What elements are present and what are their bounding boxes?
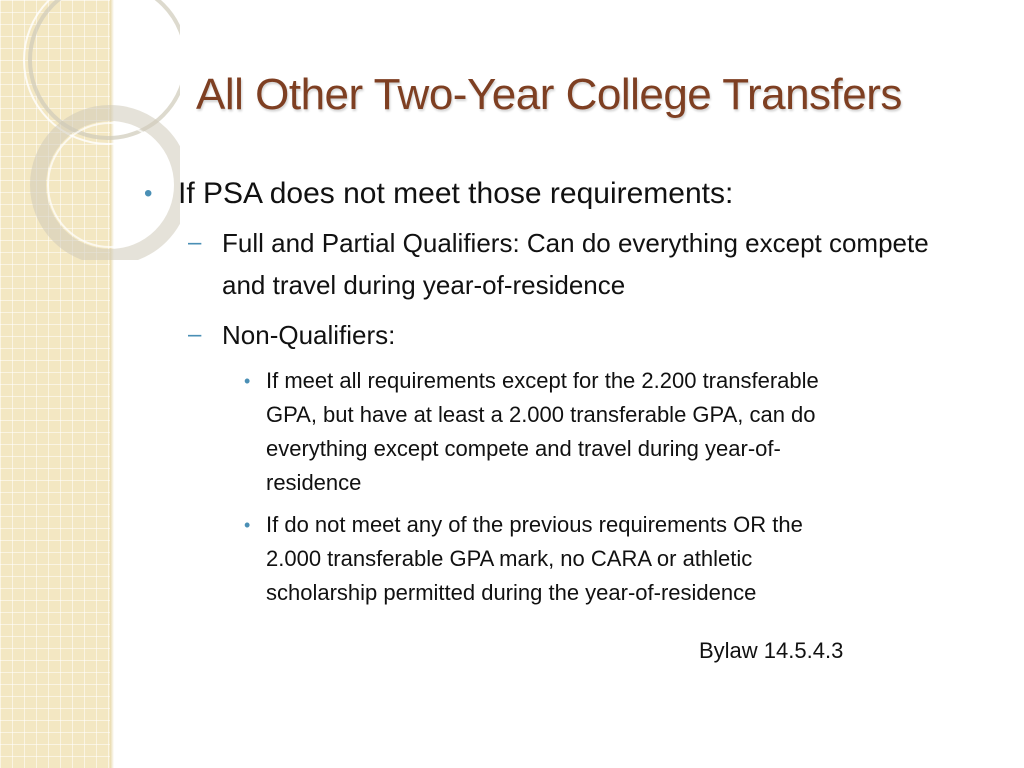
slide-title: All Other Two-Year College Transfers <box>196 70 902 119</box>
bullet-dot-icon: • <box>244 515 251 535</box>
sub-bullet-text: Full and Partial Qualifiers: Can do everything except compete and travel during year-of-residence <box>222 228 929 300</box>
sub-bullet-non-qualifiers <box>184 314 960 356</box>
bullet-dot-icon: • <box>144 180 153 207</box>
sub-bullet-text: Non-Qualifiers: <box>222 320 396 350</box>
bullet-level1 <box>140 172 960 216</box>
bullet-dot-icon: • <box>244 371 251 391</box>
sub-sub-bullet-text: If meet all requirements except for the 2.200 transferable GPA, but have at least a 2.000 transferable GPA, can do everything except compete and travel during year-of-residence <box>266 368 819 495</box>
bylaw-reference: Bylaw 14.5.4.3 <box>699 638 844 663</box>
sub-bullet-qualifiers <box>184 222 960 306</box>
sub-sub-bullet-no-cara <box>240 508 846 610</box>
sub-sub-bullet-text: If do not meet any of the previous requirements OR the 2.000 transferable GPA mark, no CARA or athletic scholarship permitted during the year-of-residence <box>266 512 803 605</box>
sub-sub-bullet-gpa <box>240 364 846 500</box>
slide-body <box>140 172 960 618</box>
dash-icon: – <box>188 321 202 348</box>
bullet-text: If PSA does not meet those requirements: <box>178 177 734 210</box>
dash-icon: – <box>188 229 202 256</box>
